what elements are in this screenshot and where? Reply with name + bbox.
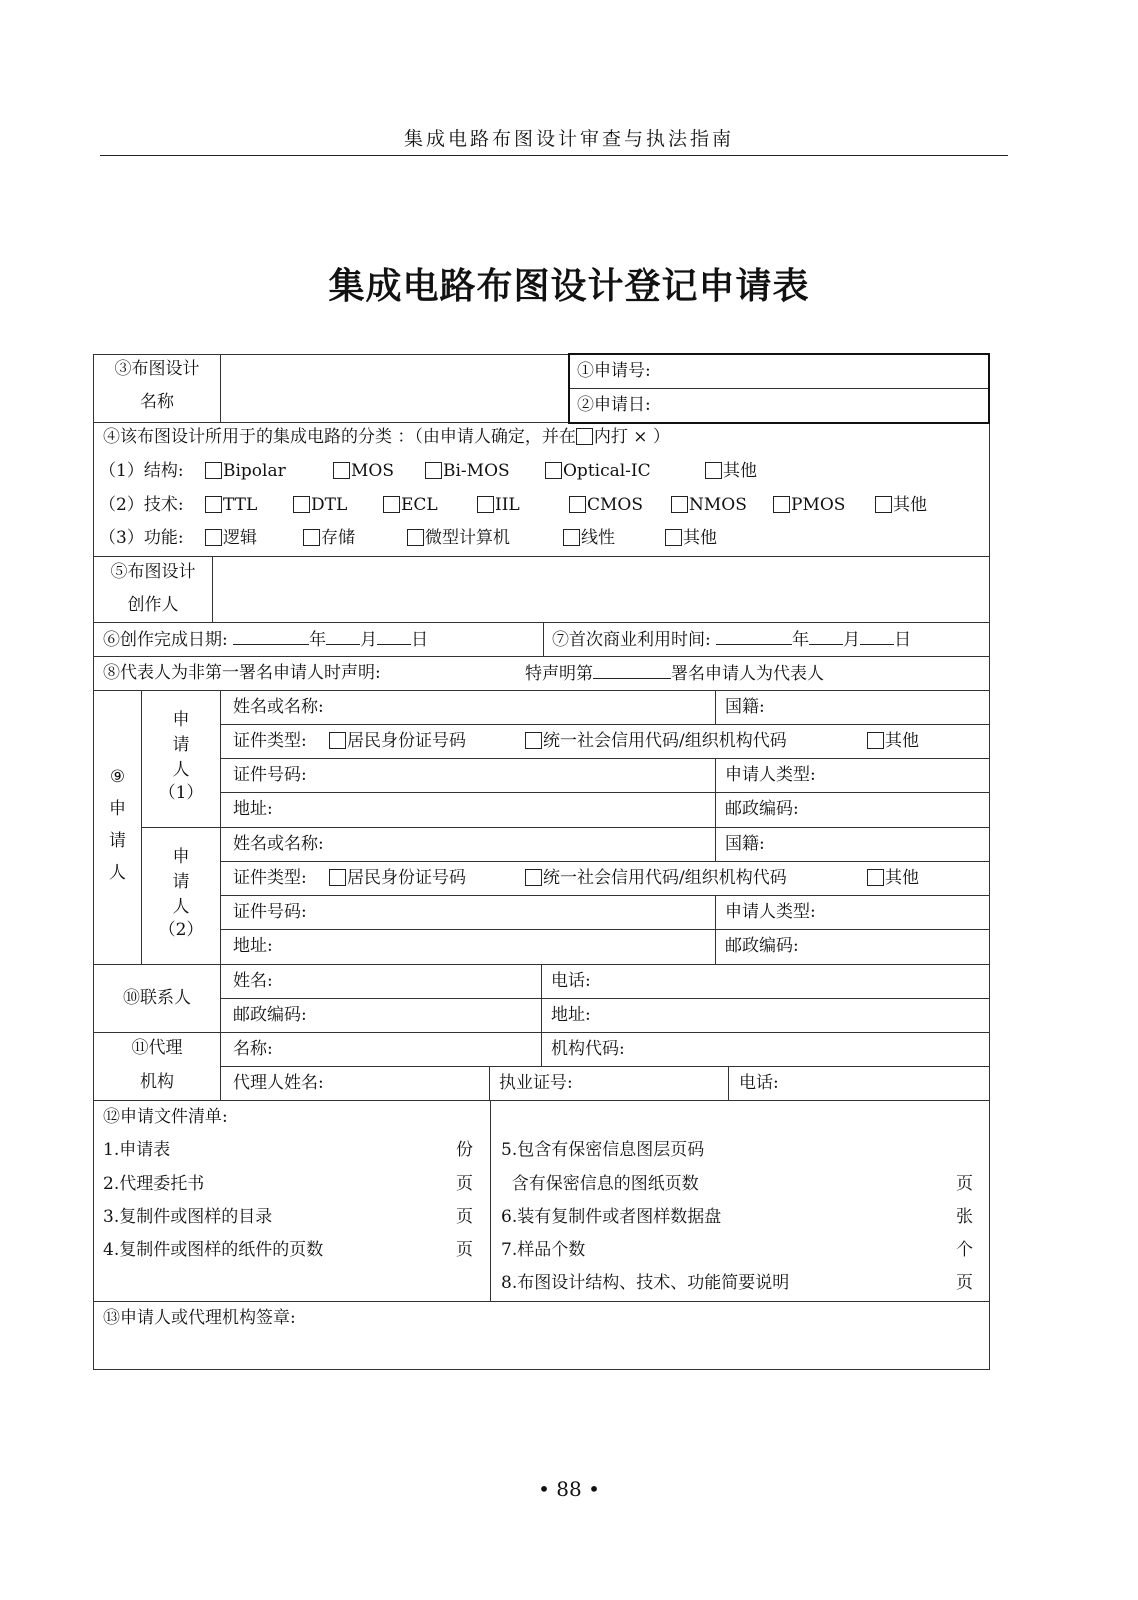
structure-option-mos[interactable]: MOS [333,460,394,482]
agency-code-label: 机构代码: [551,1039,625,1059]
applicant2-name-label: 姓名或名称: [233,834,324,854]
document-unit-2: 页 [456,1174,473,1194]
applicant1-label-2: 人 [172,760,190,780]
technology-option-nmos[interactable]: NMOS [671,494,747,516]
applicant1-label-0: 申 [172,710,190,730]
document-unit-5b: 页 [956,1174,973,1194]
form-title: 集成电路布图设计登记申请表 [328,266,810,307]
applicant1-label-3: （1） [158,783,204,803]
applicant2-label-0: 申 [172,847,190,867]
classification-heading: ④该布图设计所用于的集成电路的分类 ：（由申请人确定，并在 内打 × ） [103,427,670,447]
checkbox-icon[interactable] [407,529,424,546]
creator-label-line2: 创作人 [127,595,179,615]
checkbox-icon[interactable] [867,869,884,886]
representative-statement: 特声明第 署名申请人为代表人 [525,664,824,684]
applicant1-id-number-label: 证件号码: [233,765,307,785]
function-option-logic[interactable]: 逻辑 [205,527,257,549]
registration-form [93,354,1016,1407]
function-option-microcomputer[interactable]: 微型计算机 [407,527,510,549]
function-option-other[interactable]: 其他 [665,527,717,549]
page-number: • 88 • [538,1477,600,1501]
technology-option-ecl[interactable]: ECL [383,494,438,516]
agent-phone-label: 电话: [739,1073,779,1093]
checkbox-icon[interactable] [425,462,442,479]
agent-license-label: 执业证号: [499,1073,573,1093]
applicant1-address-cell[interactable] [220,792,716,828]
applicant2-address-cell[interactable] [220,929,716,965]
document-unit-4: 页 [456,1240,473,1260]
structure-label: （1）结构: [99,461,184,481]
contact-phone-cell[interactable] [541,964,990,999]
contact-phone-label: 电话: [551,971,591,991]
function-option-linear[interactable]: 线性 [563,527,615,549]
applicant2-type-label: 申请人类型: [725,902,816,922]
document-item-6: 6.装有复制件或者图样数据盘 [501,1207,722,1227]
technology-option-ttl[interactable]: TTL [205,494,257,516]
contact-label: ⑩联系人 [123,988,191,1008]
document-unit-3: 页 [456,1207,473,1227]
document-unit-6: 张 [956,1207,973,1227]
checkbox-icon[interactable] [205,529,222,546]
completion-date: ⑥创作完成日期: 年 月 日 [103,630,429,650]
running-header: 集成电路布图设计审查与执法指南 [403,128,734,150]
applicants-group-label-3: 人 [109,863,126,883]
applicant2-id-option-other[interactable]: 其他 [867,867,919,889]
structure-option-other[interactable]: 其他 [705,460,757,482]
applicants-group-label-1: 申 [109,799,126,819]
function-label: （3）功能: [99,528,184,548]
header-rule [100,155,1008,156]
checkbox-icon[interactable] [329,732,346,749]
checkbox-icon[interactable] [545,462,562,479]
documents-heading: ⑫申请文件清单: [103,1107,228,1127]
checkbox-icon[interactable] [705,462,722,479]
checkbox-icon[interactable] [383,496,400,513]
applicant2-id-type-label: 证件类型: [233,868,307,888]
document-item-1: 1.申请表 [103,1140,171,1160]
document-unit-7: 个 [956,1240,973,1260]
application-date-label: ②申请日: [577,395,651,415]
checkbox-icon[interactable] [867,732,884,749]
applicant2-id-number-label: 证件号码: [233,902,307,922]
applicant1-type-label: 申请人类型: [725,765,816,785]
applicant1-label-1: 请 [172,735,190,755]
applicant1-nationality-label: 国籍: [725,697,765,717]
technology-option-pmos[interactable]: PMOS [773,494,845,516]
document-unit-1: 份 [456,1140,473,1160]
checkbox-icon[interactable] [293,496,310,513]
checkbox-icon[interactable] [205,462,222,479]
applicants-group-cell [93,690,142,965]
applicant2-postcode-label: 邮政编码: [725,936,799,956]
applicant1-name-label: 姓名或名称: [233,697,324,717]
structure-option-optical-ic[interactable]: Optical-IC [545,460,651,482]
technology-option-cmos[interactable]: CMOS [569,494,643,516]
checkbox-icon[interactable] [205,496,222,513]
applicant1-postcode-label: 邮政编码: [725,799,799,819]
documents-left-cell [93,1100,491,1302]
document-item-5: 5.包含有保密信息图层页码 [501,1140,705,1160]
checkbox-icon[interactable] [671,496,688,513]
function-option-memory[interactable]: 存储 [303,527,355,549]
agency-label-line2: 机构 [140,1072,174,1092]
contact-name-label: 姓名: [233,971,273,991]
document-item-7: 7.样品个数 [501,1240,586,1260]
applicant1-id-option-other[interactable]: 其他 [867,730,919,752]
applicant2-id-option-credit-code[interactable]: 统一社会信用代码/组织机构代码 [525,867,787,889]
office-use-box [568,353,990,424]
technology-option-other[interactable]: 其他 [875,494,927,516]
mark-box-icon [576,428,593,445]
document-item-2: 2.代理委托书 [103,1174,205,1194]
applicant1-address-label: 地址: [233,799,273,819]
applicant2-label-2: 人 [172,897,190,917]
applicants-group-label-0: ⑨ [109,767,126,787]
technology-option-iil[interactable]: IIL [477,494,520,516]
applicant1-id-option-credit-code[interactable]: 统一社会信用代码/组织机构代码 [525,730,787,752]
document-item-4: 4.复制件或图样的纸件的页数 [103,1240,324,1260]
checkbox-icon[interactable] [773,496,790,513]
creator-label-line1: ⑤布图设计 [110,562,196,582]
layout-name-input[interactable] [220,354,569,423]
signature-label: ⑬申请人或代理机构签章: [103,1308,296,1328]
checkbox-icon[interactable] [569,496,586,513]
layout-name-label-line2: 名称 [140,392,174,412]
contact-address-cell[interactable] [541,998,990,1033]
applicant2-label-1: 请 [172,872,190,892]
checkbox-icon[interactable] [665,529,682,546]
document-item-3: 3.复制件或图样的目录 [103,1207,273,1227]
layout-name-label-line1: ③布图设计 [114,359,200,379]
checkbox-icon[interactable] [303,529,320,546]
checkbox-icon[interactable] [525,869,542,886]
applicant1-id-type-label: 证件类型: [233,731,307,751]
technology-label: （2）技术: [99,495,184,515]
checkbox-icon[interactable] [525,732,542,749]
applicant2-address-label: 地址: [233,936,273,956]
checkbox-icon[interactable] [875,496,892,513]
applicant1-id-option-resident[interactable]: 居民身份证号码 [329,730,466,752]
structure-option-bipolar[interactable]: Bipolar [205,460,286,482]
representative-label: ⑧代表人为非第一署名申请人时声明: [103,663,381,683]
applicants-group-label-2: 请 [109,831,126,851]
agency-name-label: 名称: [233,1039,273,1059]
agency-label-line1: ⑪代理 [131,1038,183,1058]
checkbox-icon[interactable] [563,529,580,546]
checkbox-icon[interactable] [333,462,350,479]
structure-option-bimos[interactable]: Bi-MOS [425,460,510,482]
document-item-5b: 含有保密信息的图纸页数 [501,1174,699,1194]
contact-postcode-label: 邮政编码: [233,1005,307,1025]
creator-input[interactable] [212,556,990,623]
checkbox-icon[interactable] [477,496,494,513]
applicant2-label-3: （2） [158,920,204,940]
document-item-8: 8.布图设计结构、技术、功能简要说明 [501,1273,790,1293]
application-no-label: ①申请号: [577,361,651,381]
checkbox-icon[interactable] [329,869,346,886]
agent-name-label: 代理人姓名: [233,1073,324,1093]
applicant2-id-option-resident[interactable]: 居民身份证号码 [329,867,466,889]
first-use-date: ⑦首次商业利用时间: 年 月 日 [552,630,912,650]
applicant2-nationality-label: 国籍: [725,834,765,854]
contact-address-label: 地址: [551,1005,591,1025]
technology-option-dtl[interactable]: DTL [293,494,347,516]
document-unit-8: 页 [956,1273,973,1293]
